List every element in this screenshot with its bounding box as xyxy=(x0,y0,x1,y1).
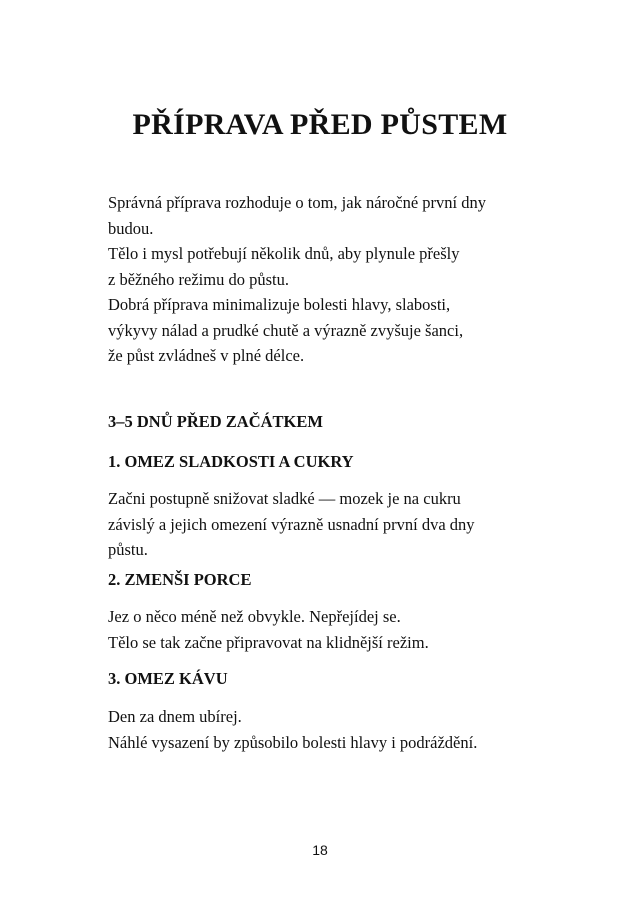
page-number: 18 xyxy=(312,842,328,858)
step-line: závislý a jejich omezení výrazně usnadní první dva dny xyxy=(108,514,475,534)
step-line: půstu. xyxy=(108,540,148,559)
step-2-text xyxy=(108,604,548,655)
step-heading: 3. OMEZ KÁVU xyxy=(108,669,228,688)
period-heading: 3–5 DNŮ PŘED ZAČÁTKEM xyxy=(108,412,323,431)
step-line: Náhlé vysazení by způsobilo bolesti hlavy i podráždění. xyxy=(108,732,478,752)
page-title: PŘÍPRAVA PŘED PŮSTEM xyxy=(132,108,508,141)
step-line: Tělo se tak začne připravovat na klidnější režim. xyxy=(108,632,429,652)
step-line: Den za dnem ubírej. xyxy=(108,707,242,726)
step-heading: 1. OMEZ SLADKOSTI A CUKRY xyxy=(108,452,354,471)
intro-line: Dobrá příprava minimalizuje bolesti hlavy, slabosti, xyxy=(108,295,451,314)
step-line: Začni postupně snižovat sladké — mozek je na cukru xyxy=(108,489,461,508)
intro-line: výkyvy nálad a prudké chutě a výrazně zvyšuje šanci, xyxy=(108,320,464,340)
intro-line: z běžného režimu do půstu. xyxy=(108,269,289,289)
intro-paragraph xyxy=(108,190,548,369)
period-section xyxy=(108,410,548,434)
step-3-heading-block xyxy=(108,667,548,691)
step-3-text xyxy=(108,704,548,755)
step-1-heading-block xyxy=(108,450,548,474)
intro-line: že půst zvládneš v plné délce. xyxy=(108,346,305,365)
intro-line: budou. xyxy=(108,218,154,238)
intro-line: Správná příprava rozhoduje o tom, jak náročné první dny xyxy=(108,193,487,212)
step-1-text xyxy=(108,486,548,563)
step-2-heading-block xyxy=(108,568,548,592)
intro-line: Tělo i mysl potřebují několik dnů, aby plynule přešly xyxy=(108,244,460,263)
step-line: Jez o něco méně než obvykle. Nepřejídej se. xyxy=(108,607,401,626)
step-heading: 2. ZMENŠI PORCE xyxy=(108,570,252,589)
